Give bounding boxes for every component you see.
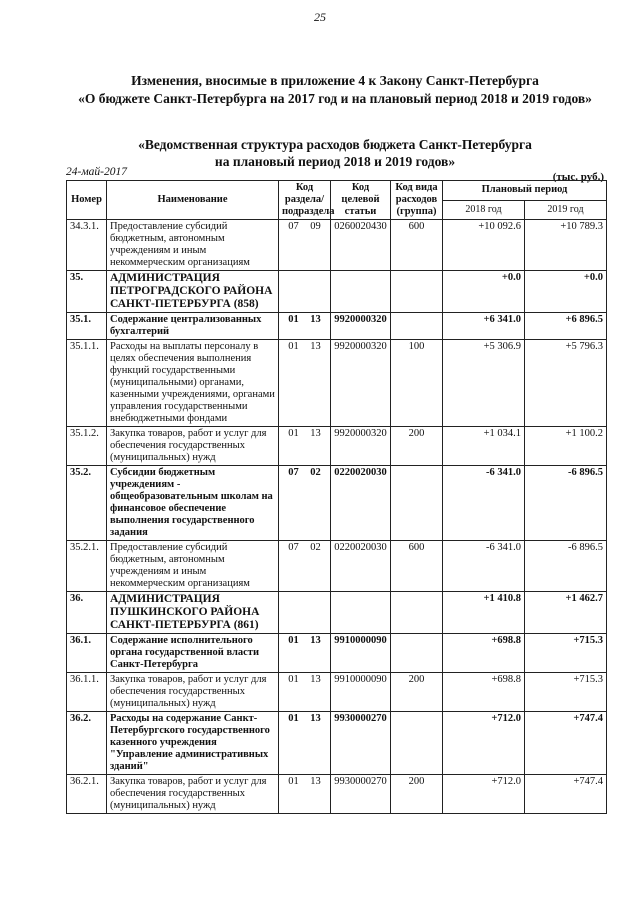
row-name: Расходы на выплаты персоналу в целях обеспечения выполнения функций государственными (муниципальными) органами, казенными учреждениями, органами управления государственными внебюджетными фондами [107,340,279,427]
row-name: Закупка товаров, работ и услуг для обеспечения государственных (муниципальных) нужд [107,673,279,712]
row-section-code [279,673,331,712]
subsection-code: 13 [310,341,321,352]
row-section-code [279,466,331,541]
table-row [67,313,607,340]
col-header-name: Наименование [107,181,279,220]
row-type-code: 600 [391,220,443,271]
row-value-2019: +715.3 [525,673,607,712]
row-type-code: 200 [391,775,443,814]
section-code: 01 [288,314,299,325]
row-value-2018: +698.8 [443,634,525,673]
row-number: 34.3.1. [67,220,107,271]
row-value-2018: +698.8 [443,673,525,712]
row-name: Субсидии бюджетным учреждениям - общеобразовательным школам на финансовое обеспечение выполнения государственного задания [107,466,279,541]
table-row [67,271,607,313]
row-value-2018: +712.0 [443,712,525,775]
row-section-code [279,634,331,673]
row-number: 35. [67,271,107,313]
row-value-2019: +1 100.2 [525,427,607,466]
row-target-code: 0260020430 [331,220,391,271]
section-code: 07 [288,467,299,478]
col-header-section: Код раздела/ подраздела [279,181,331,220]
table-title-line-2: на плановый период 2018 и 2019 годов» [214,154,456,169]
row-value-2019: +715.3 [525,634,607,673]
row-target-code: 9910000090 [331,673,391,712]
table-row [67,466,607,541]
subsection-code: 09 [310,221,321,232]
row-section-code [279,271,331,313]
row-target-code: 9920000320 [331,313,391,340]
row-value-2019: +10 789.3 [525,220,607,271]
row-type-code: 600 [391,541,443,592]
row-value-2019: +6 896.5 [525,313,607,340]
document-heading [60,72,610,108]
section-code: 01 [288,428,299,439]
row-name: Закупка товаров, работ и услуг для обеспечения государственных (муниципальных) нужд [107,775,279,814]
col-header-number: Номер [67,181,107,220]
row-target-code: 9910000090 [331,634,391,673]
row-name: Закупка товаров, работ и услуг для обеспечения государственных (муниципальных) нужд [107,427,279,466]
row-number: 35.1.1. [67,340,107,427]
table-row [67,340,607,427]
table-body [67,220,607,814]
section-code: 07 [288,542,299,553]
subsection-code: 13 [310,674,321,685]
subsection-code: 13 [310,713,321,724]
table-row [67,634,607,673]
row-section-code [279,592,331,634]
table-row [67,775,607,814]
row-section-code [279,775,331,814]
row-value-2018: +1 034.1 [443,427,525,466]
section-code: 01 [288,341,299,352]
subsection-code: 13 [310,314,321,325]
row-number: 35.1.2. [67,427,107,466]
units-label: (тыс. руб.) [552,171,604,183]
row-type-code: 200 [391,673,443,712]
row-name: Содержание централизованных бухгалтерий [107,313,279,340]
table-row [67,427,607,466]
row-target-code: 9930000270 [331,712,391,775]
row-value-2018: +5 306.9 [443,340,525,427]
row-name: Содержание исполнительного органа государственной власти Санкт-Петербурга [107,634,279,673]
heading-line-2: «О бюджете Санкт-Петербурга на 2017 год и на плановый период 2018 и 2019 годов» [78,91,592,106]
row-type-code [391,313,443,340]
budget-table [66,180,607,814]
row-target-code: 9920000320 [331,340,391,427]
row-name: Предоставление субсидий бюджетным, автономным учреждениям и иным некоммерческим организациям [107,220,279,271]
table-row [67,712,607,775]
row-number: 36.1. [67,634,107,673]
row-value-2019: +5 796.3 [525,340,607,427]
row-target-code: 9920000320 [331,427,391,466]
table-row [67,220,607,271]
row-number: 35.2.1. [67,541,107,592]
row-type-code [391,634,443,673]
section-code: 01 [288,674,299,685]
row-value-2019: -6 896.5 [525,466,607,541]
row-target-code: 9930000270 [331,775,391,814]
row-section-code [279,340,331,427]
table-row [67,673,607,712]
row-section-code [279,712,331,775]
heading-line-1: Изменения, вносимые в приложение 4 к Закону Санкт-Петербурга [131,73,539,88]
table-row [67,592,607,634]
row-number: 35.2. [67,466,107,541]
row-value-2018: +10 092.6 [443,220,525,271]
row-section-code [279,427,331,466]
subsection-code: 13 [310,635,321,646]
row-target-code [331,271,391,313]
subsection-code: 13 [310,776,321,787]
col-header-2019: 2019 год [525,200,607,220]
section-code: 01 [288,713,299,724]
row-number: 36.2.1. [67,775,107,814]
row-value-2018: +1 410.8 [443,592,525,634]
row-number: 36. [67,592,107,634]
row-target-code: 0220020030 [331,466,391,541]
row-number: 35.1. [67,313,107,340]
row-name: Расходы на содержание Санкт-Петербургского государственного казенного учреждения "Управление административных зданий" [107,712,279,775]
row-name: АДМИНИСТРАЦИЯ ПЕТРОГРАДСКОГО РАЙОНА САНКТ-ПЕТЕРБУРГА (858) [107,271,279,313]
row-type-code: 100 [391,340,443,427]
row-type-code [391,712,443,775]
row-number: 36.2. [67,712,107,775]
row-value-2019: +747.4 [525,712,607,775]
row-section-code [279,313,331,340]
row-value-2019: +0.0 [525,271,607,313]
row-type-code [391,466,443,541]
table-title [110,136,560,170]
col-header-plan: Плановый период [443,181,607,201]
page-number: 25 [314,10,326,24]
row-value-2019: +1 462.7 [525,592,607,634]
row-value-2018: +6 341.0 [443,313,525,340]
row-type-code: 200 [391,427,443,466]
table-title-line-1: «Ведомственная структура расходов бюджета Санкт-Петербурга [138,137,532,152]
row-target-code: 0220020030 [331,541,391,592]
row-value-2018: -6 341.0 [443,541,525,592]
row-section-code [279,541,331,592]
row-type-code [391,271,443,313]
row-value-2018: -6 341.0 [443,466,525,541]
row-name: Предоставление субсидий бюджетным, автономным учреждениям и иным некоммерческим организациям [107,541,279,592]
table-row [67,541,607,592]
col-header-type: Код вида расходов (группа) [391,181,443,220]
row-section-code [279,220,331,271]
section-code: 01 [288,776,299,787]
col-header-target: Код целевой статьи [331,181,391,220]
row-type-code [391,592,443,634]
row-value-2018: +0.0 [443,271,525,313]
row-target-code [331,592,391,634]
row-value-2019: -6 896.5 [525,541,607,592]
row-value-2018: +712.0 [443,775,525,814]
subsection-code: 02 [310,467,321,478]
section-code: 01 [288,635,299,646]
row-name: АДМИНИСТРАЦИЯ ПУШКИНСКОГО РАЙОНА САНКТ-ПЕТЕРБУРГА (861) [107,592,279,634]
row-value-2019: +747.4 [525,775,607,814]
section-code: 07 [288,221,299,232]
col-header-2018: 2018 год [443,200,525,220]
document-date: 24-май-2017 [66,166,127,178]
subsection-code: 13 [310,428,321,439]
subsection-code: 02 [310,542,321,553]
row-number: 36.1.1. [67,673,107,712]
